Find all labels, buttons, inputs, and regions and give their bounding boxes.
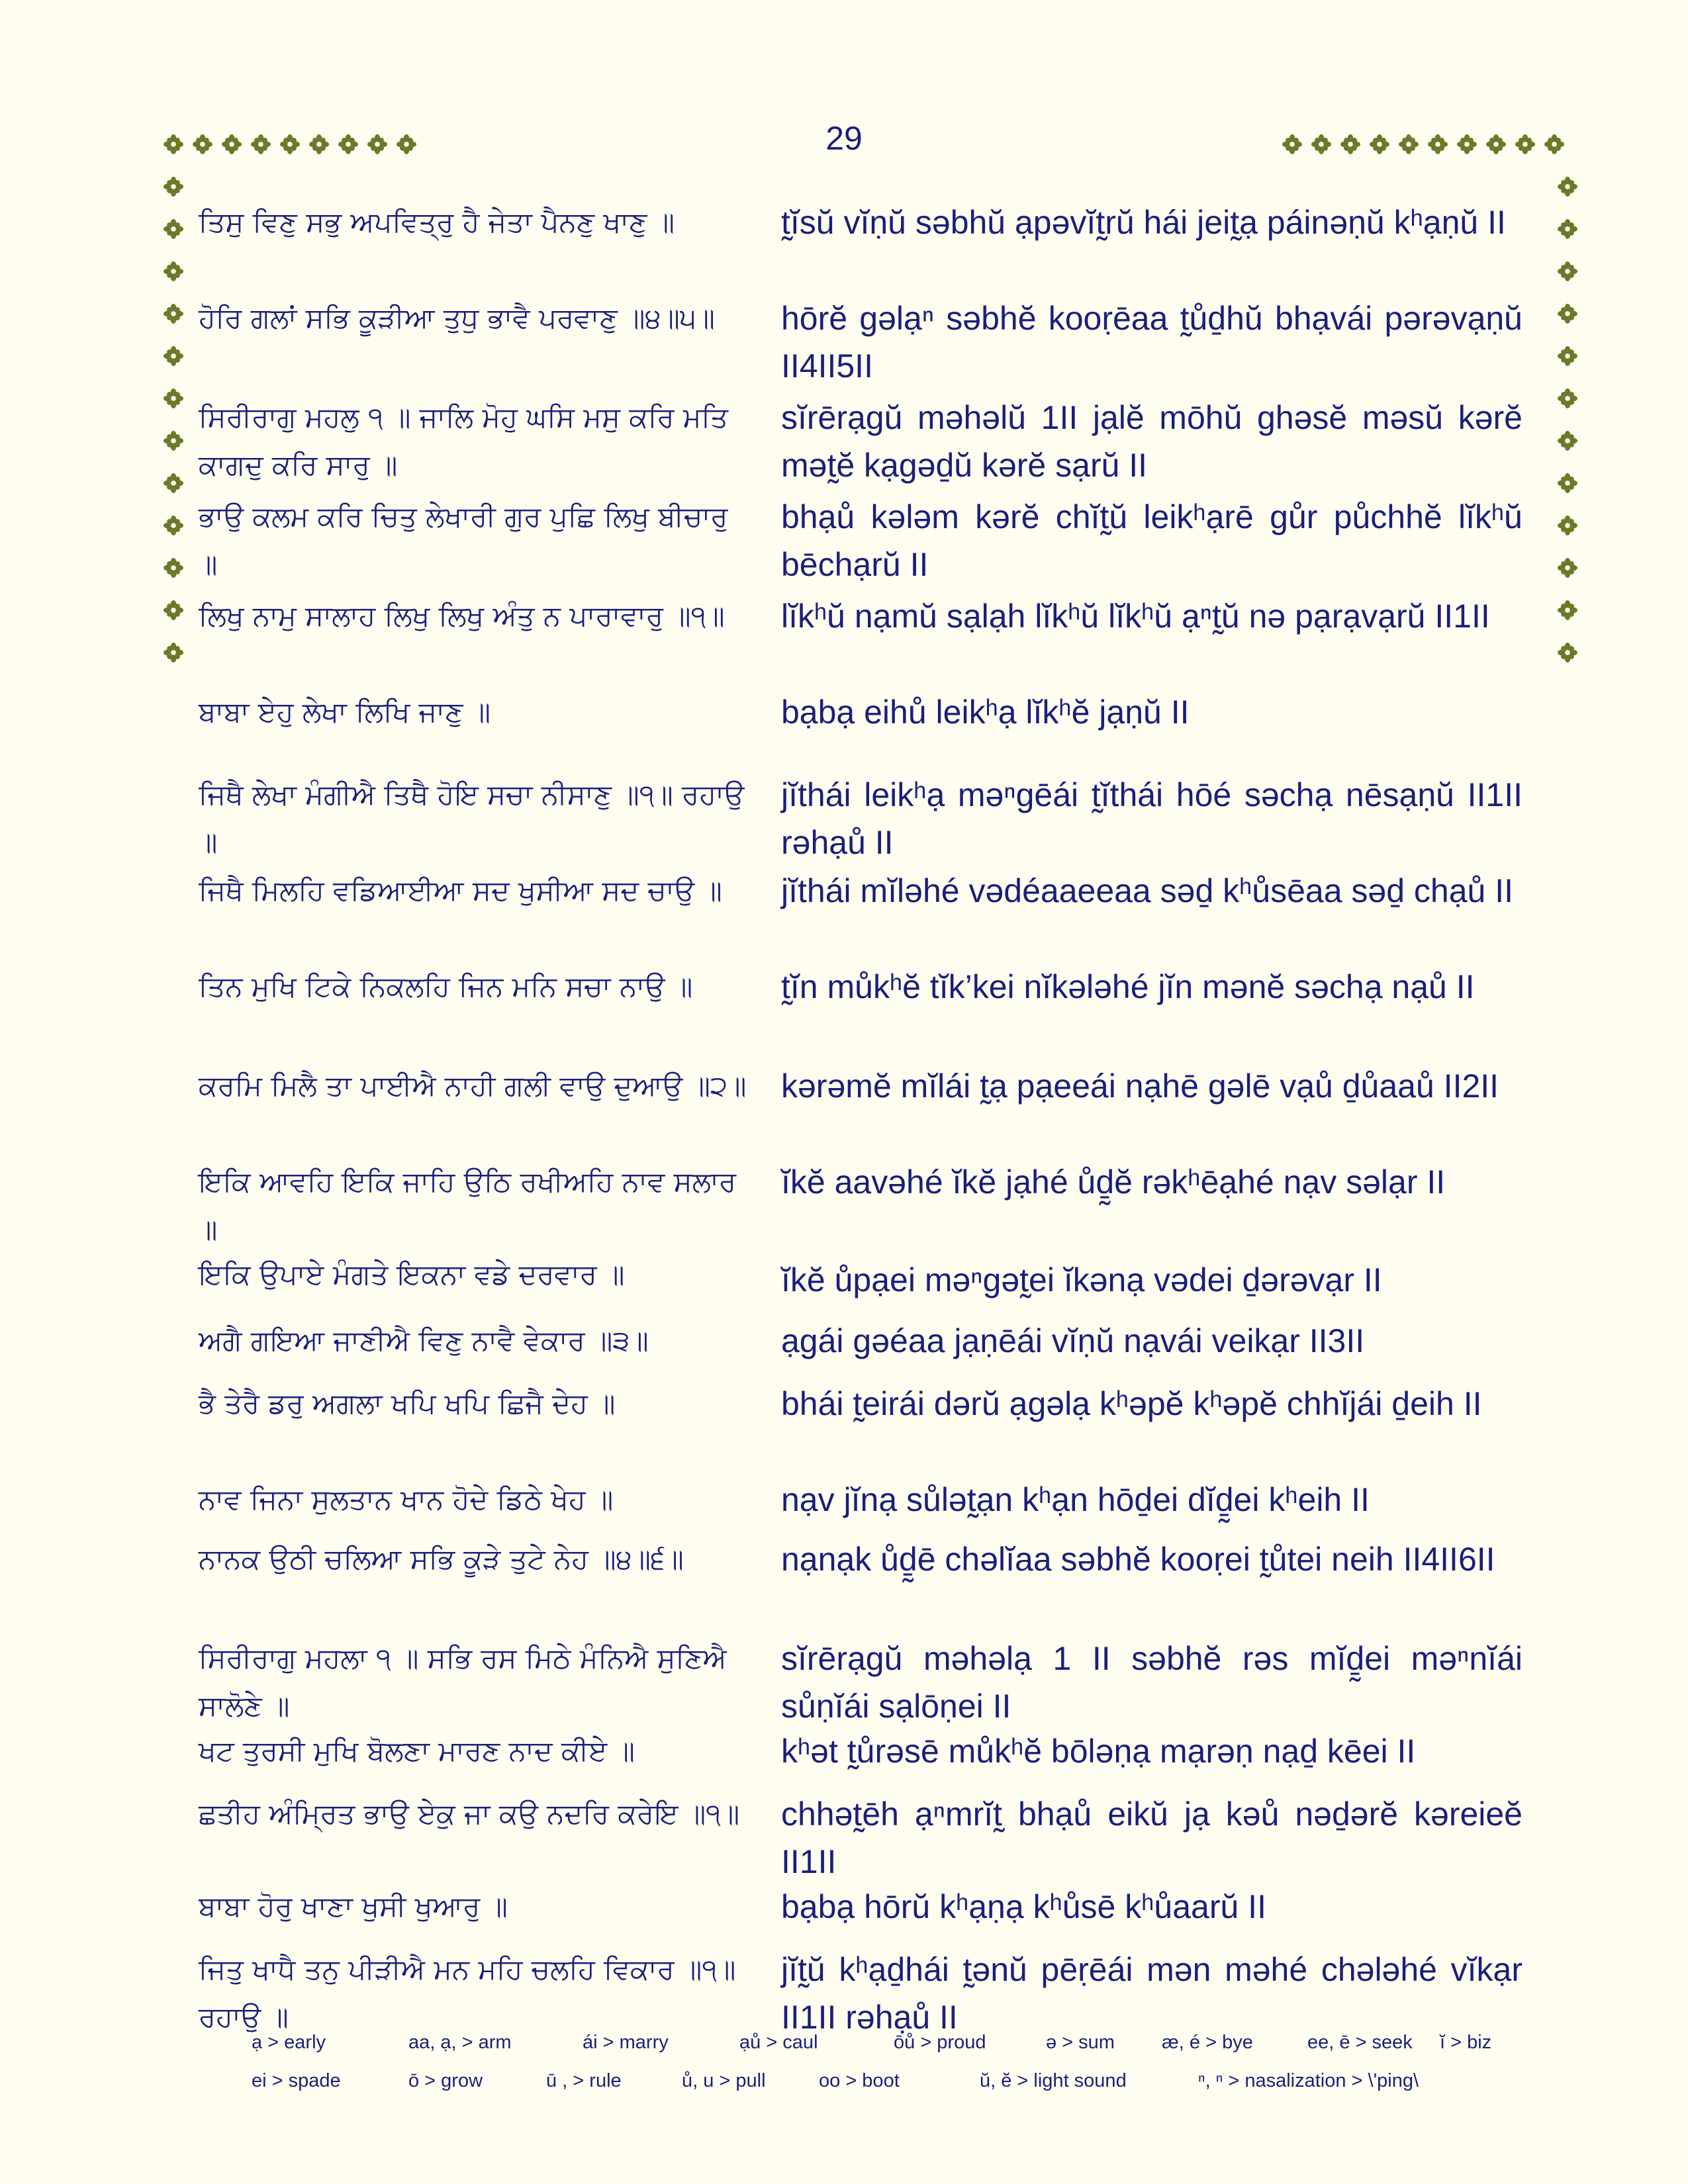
legend-item: ů, u > pull <box>682 2070 766 2091</box>
flower-ornament-icon <box>164 346 183 366</box>
transliteration-text: nạv jĭnạ sůlət̰ạn kʰạn hōḏei dĭḏ̰ei kʰeih II <box>781 1481 1370 1518</box>
flower-ornament-icon <box>1558 643 1577 662</box>
gurmukhi-text: ਇਕਿ ਆਵਹਿ ਇਕਿ ਜਾਹਿ ਉਠਿ ਰਖੀਅਹਿ ਨਾਵ ਸਲਾਰ ॥ <box>199 1165 745 1246</box>
flower-ornament-icon <box>367 134 387 154</box>
flower-ornament-icon <box>1428 134 1448 154</box>
flower-ornament-icon <box>1558 473 1577 493</box>
transliteration-text: ĭkĕ aavəhé ĭkĕ jạhé ůḏ̰ĕ rəkʰēạhé nạv səlạr II <box>781 1163 1446 1201</box>
flower-ornament-icon <box>251 134 271 154</box>
flower-ornament-icon <box>164 304 183 324</box>
gurmukhi-text: ਨਾਵ ਜਿਨਾ ਸੁਲਤਾਨ ਖਾਨ ਹੋਦੇ ਡਿਠੇ ਖੇਹ ॥ <box>199 1483 614 1516</box>
transliteration-text: bhái t̰eirái dərŭ ạgəlạ kʰəpĕ kʰəpĕ chhĭjái ḏeih II <box>781 1385 1482 1422</box>
legend-item: ĭ > biz <box>1440 2032 1492 2053</box>
flower-ornament-icon <box>1558 516 1577 535</box>
transliteration-text: kərəmĕ mĭlái t̰ạ pạeeái nạhē gəlē vạů ḏůaaů II2II <box>781 1068 1499 1105</box>
legend-item: ə > sum <box>1046 2032 1115 2053</box>
legend-item: ū , > rule <box>546 2070 622 2091</box>
flower-ornament-icon <box>1311 134 1331 154</box>
transliteration-text: jĭthái leikʰạ məⁿgēái t̰ĭthái hōé səchạ nēsạṇŭ II1II rəhạů II <box>781 776 1523 861</box>
flower-ornament-icon <box>164 600 183 620</box>
flower-ornament-icon <box>164 388 183 408</box>
transliteration-text: kʰət t̰ůrəsē můkʰĕ bōləṇạ mạrəṇ nạḏ kēei II <box>781 1733 1416 1770</box>
flower-ornament-icon <box>1558 431 1577 451</box>
gurmukhi-text: ਖਟ ਤੁਰਸੀ ਮੁਖਿ ਬੋਲਣਾ ਮਾਰਣ ਨਾਦ ਕੀਏ ॥ <box>199 1735 635 1767</box>
flower-ornament-icon <box>193 134 212 154</box>
flower-ornament-icon <box>164 134 183 154</box>
gurmukhi-text: ਤਿਸੁ ਵਿਣੁ ਸਭੁ ਅਪਵਿਤ੍ਰੁ ਹੈ ਜੇਤਾ ਪੈਨਣੁ ਖਾਣੁ ॥ <box>199 206 675 238</box>
gurmukhi-text: ਜਿਥੈ ਲੇਖਾ ਮੰਗੀਐ ਤਿਥੈ ਹੋਇ ਸਚਾ ਨੀਸਾਣੁ ॥੧॥ ਰਹਾਉ ॥ <box>199 778 753 858</box>
flower-ornament-icon <box>1558 177 1577 197</box>
flower-ornament-icon <box>222 134 242 154</box>
transliteration-text: t̰ĭsŭ vĭṇŭ səbhŭ ạpəvĭt̰rŭ hái jeit̰ạ páinəṇŭ kʰạṇŭ II <box>781 204 1506 241</box>
flower-ornament-icon <box>338 134 358 154</box>
flower-ornament-icon <box>164 516 183 535</box>
legend-item: oo > boot <box>819 2070 900 2091</box>
flower-ornament-icon <box>1282 134 1302 154</box>
flower-ornament-icon <box>1558 558 1577 578</box>
flower-ornament-icon <box>1340 134 1360 154</box>
flower-ornament-icon <box>1370 134 1389 154</box>
flower-ornament-icon <box>164 558 183 578</box>
legend-item: ei > spade <box>252 2070 341 2091</box>
transliteration-text: ĭkĕ ůpạei məⁿgət̰ei ĭkənạ vədei ḏərəvạr II <box>781 1261 1382 1298</box>
flower-ornament-icon <box>164 431 183 451</box>
gurmukhi-text: ਸਿਰੀਰਾਗੁ ਮਹਲਾ ੧ ॥ ਸਭਿ ਰਸ ਮਿਠੇ ਮੰਨਿਐ ਸੁਣਿਐ ਸਾਲੋਣੇ ॥ <box>199 1642 735 1722</box>
flower-ornament-icon <box>164 643 183 662</box>
gurmukhi-text: ਲਿਖੁ ਨਾਮੁ ਸਾਲਾਹ ਲਿਖੁ ਲਿਖੁ ਅੰਤੁ ਨ ਪਾਰਾਵਾਰੁ ॥੧॥ <box>199 600 725 632</box>
transliteration-text: jĭt̰ŭ kʰạḏhái t̰ənŭ pēṛēái mən məhé chələhé vĭkạr II1II rəhạů II <box>781 1951 1523 2036</box>
transliteration-text: lĭkʰŭ nạmŭ sạlạh lĭkʰŭ lĭkʰŭ ạⁿt̰ŭ nə pạrạvạrŭ II1II <box>781 598 1490 635</box>
pronunciation-legend <box>252 2032 1509 2109</box>
flower-ornament-icon <box>1457 134 1477 154</box>
gurmukhi-text: ਬਾਬਾ ਏਹੁ ਲੇਖਾ ਲਿਖਿ ਜਾਣੁ ॥ <box>199 696 491 728</box>
flower-ornament-icon <box>164 473 183 493</box>
transliteration-text: t̰ĭn můkʰĕ tĭk’kei nĭkələhé jĭn mənĕ səchạ nạů II <box>781 968 1475 1005</box>
flower-ornament-icon <box>1486 134 1506 154</box>
transliteration-text: jĭthái mĭləhé vədéaaeeaa səḏ kʰůsēaa səḏ chạů II <box>781 872 1514 909</box>
gurmukhi-text: ਤਿਨ ਮੁਖਿ ਟਿਕੇ ਨਿਕਲਹਿ ਜਿਨ ਮਨਿ ਸਚਾ ਨਾਉ ॥ <box>199 970 693 1003</box>
legend-row <box>252 2032 1509 2070</box>
transliteration-text: bạbạ eihů leikʰạ lĭkʰĕ jạṇŭ II <box>781 694 1190 731</box>
flower-ornament-icon <box>1558 600 1577 620</box>
legend-item: ŭ, ĕ > light sound <box>980 2070 1127 2091</box>
legend-item: ạ > early <box>252 2032 326 2053</box>
legend-item: ái > marry <box>583 2032 669 2053</box>
legend-item: ōů > proud <box>894 2032 986 2053</box>
gurmukhi-text: ਜਿਥੈ ਮਿਲਹਿ ਵਡਿਆਈਆ ਸਦ ਖੁਸੀਆ ਸਦ ਚਾਉ ॥ <box>199 874 722 907</box>
flower-ornament-icon <box>397 134 416 154</box>
gurmukhi-text: ਹੋਰਿ ਗਲਾਂ ਸਭਿ ਕੂੜੀਆ ਤੁਧੁ ਭਾਵੈ ਪਰਵਾਣੁ ॥੪॥੫॥ <box>199 302 715 334</box>
legend-item: ⁿ, ⁿ > nasalization > \'ping\ <box>1198 2070 1419 2091</box>
gurmukhi-text: ਛਤੀਹ ਅੰਮ੍ਰਿਤ ਭਾਉ ਏਕੁ ਜਾ ਕਉ ਨਦਰਿ ਕਰੇਇ ॥੧॥ <box>199 1797 740 1830</box>
flower-ornament-icon <box>280 134 300 154</box>
legend-item: æ, é > bye <box>1162 2032 1253 2053</box>
flower-ornament-icon <box>1558 304 1577 324</box>
legend-item: ạů > caul <box>739 2032 818 2053</box>
legend-item: aa, ạ, > arm <box>408 2032 512 2053</box>
legend-item: ō > grow <box>408 2070 483 2091</box>
flower-ornament-icon <box>1558 388 1577 408</box>
transliteration-text: bạbạ hōrŭ kʰạṇạ kʰůsē kʰůaarŭ II <box>781 1888 1266 1925</box>
gurmukhi-text: ਨਾਨਕ ਉਠੀ ਚਲਿਆ ਸਭਿ ਕੂੜੇ ਤੁਟੇ ਨੇਹ ॥੪॥੬॥ <box>199 1543 684 1575</box>
flower-ornament-icon <box>309 134 329 154</box>
flower-ornament-icon <box>1544 134 1564 154</box>
flower-ornament-icon <box>164 261 183 281</box>
legend-row <box>252 2070 1509 2109</box>
flower-ornament-icon <box>1515 134 1535 154</box>
flower-ornament-icon <box>164 219 183 239</box>
gurmukhi-text: ਸਿਰੀਰਾਗੁ ਮਹਲੁ ੧ ॥ ਜਾਲਿ ਮੋਹੁ ਘਸਿ ਮਸੁ ਕਰਿ ਮਤਿ ਕਾਗਦੁ ਕਰਿ ਸਾਰੁ ॥ <box>199 401 737 481</box>
transliteration-text: sĭrērạgŭ məhəlạ 1 II səbhĕ rəs mĭḏ̰ei məⁿnĭái sůṇĭái sạlōṇei II <box>781 1640 1523 1725</box>
gurmukhi-text: ਕਰਮਿ ਮਿਲੈ ਤਾ ਪਾਈਐ ਨਾਹੀ ਗਲੀ ਵਾਉ ਦੁਆਉ ॥੨॥ <box>199 1069 747 1102</box>
gurmukhi-text: ਅਗੈ ਗਇਆ ਜਾਣੀਐ ਵਿਣੁ ਨਾਵੈ ਵੇਕਾਰ ॥੩॥ <box>199 1324 649 1357</box>
transliteration-text: nạnạk ůḏ̰ē chəlĭaa səbhĕ kooṛei t̰ůtei neih II4II6II <box>781 1541 1495 1578</box>
gurmukhi-text: ਜਿਤੁ ਖਾਧੈ ਤਨੁ ਪੀੜੀਐ ਮਨ ਮਹਿ ਚਲਹਿ ਵਿਕਾਰ ॥੧॥ ਰਹਾਉ ॥ <box>199 1953 745 2033</box>
transliteration-text: chhət̰ēh ạⁿmrĭt̰ bhạů eikŭ jạ kəů nəḏərĕ kəreieĕ II1II <box>781 1796 1523 1880</box>
flower-ornament-icon <box>1558 219 1577 239</box>
gurmukhi-text: ਭੈ ਤੇਰੈ ਡਰੁ ਅਗਲਾ ਖਪਿ ਖਪਿ ਛਿਜੈ ਦੇਹ ॥ <box>199 1387 616 1420</box>
transliteration-text: ạgái gəéaa jạṇēái vĭṇŭ nạvái veikạr II3II <box>781 1322 1365 1359</box>
transliteration-text: bhạů kələm kərĕ chĭt̰ŭ leikʰạrē gůr půchhĕ lĭkʰŭ bēchạrŭ II <box>781 498 1523 583</box>
gurmukhi-text: ਬਾਬਾ ਹੋਰੁ ਖਾਣਾ ਖੁਸੀ ਖੁਆਰੁ ॥ <box>199 1890 508 1923</box>
transliteration-text: sĭrērạgŭ məhəlŭ 1II jạlĕ mōhŭ ghəsĕ məsŭ kərĕ mət̰ĕ kạgəḏŭ kərĕ sạrŭ II <box>781 399 1523 484</box>
flower-ornament-icon <box>1399 134 1419 154</box>
transliteration-text: hōrĕ gəlạⁿ səbhĕ kooṛēaa t̰ůḏhŭ bhạvái pərəvạṇŭ II4II5II <box>781 300 1523 385</box>
flower-ornament-icon <box>1558 261 1577 281</box>
flower-ornament-icon <box>164 177 183 197</box>
gurmukhi-text: ਇਕਿ ਉਪਾਏ ਮੰਗਤੇ ਇਕਨਾ ਵਡੇ ਦਰਵਾਰ ॥ <box>199 1258 625 1291</box>
flower-ornament-icon <box>1558 346 1577 366</box>
gurmukhi-text: ਭਾਉ ਕਲਮ ਕਰਿ ਚਿਤੁ ਲੇਖਾਰੀ ਗੁਰ ਪੁਛਿ ਲਿਖੁ ਬੀਚਾਰੁ ॥ <box>199 500 737 580</box>
legend-item: ee, ē > seek <box>1307 2032 1413 2053</box>
page-number: 29 <box>825 120 863 157</box>
